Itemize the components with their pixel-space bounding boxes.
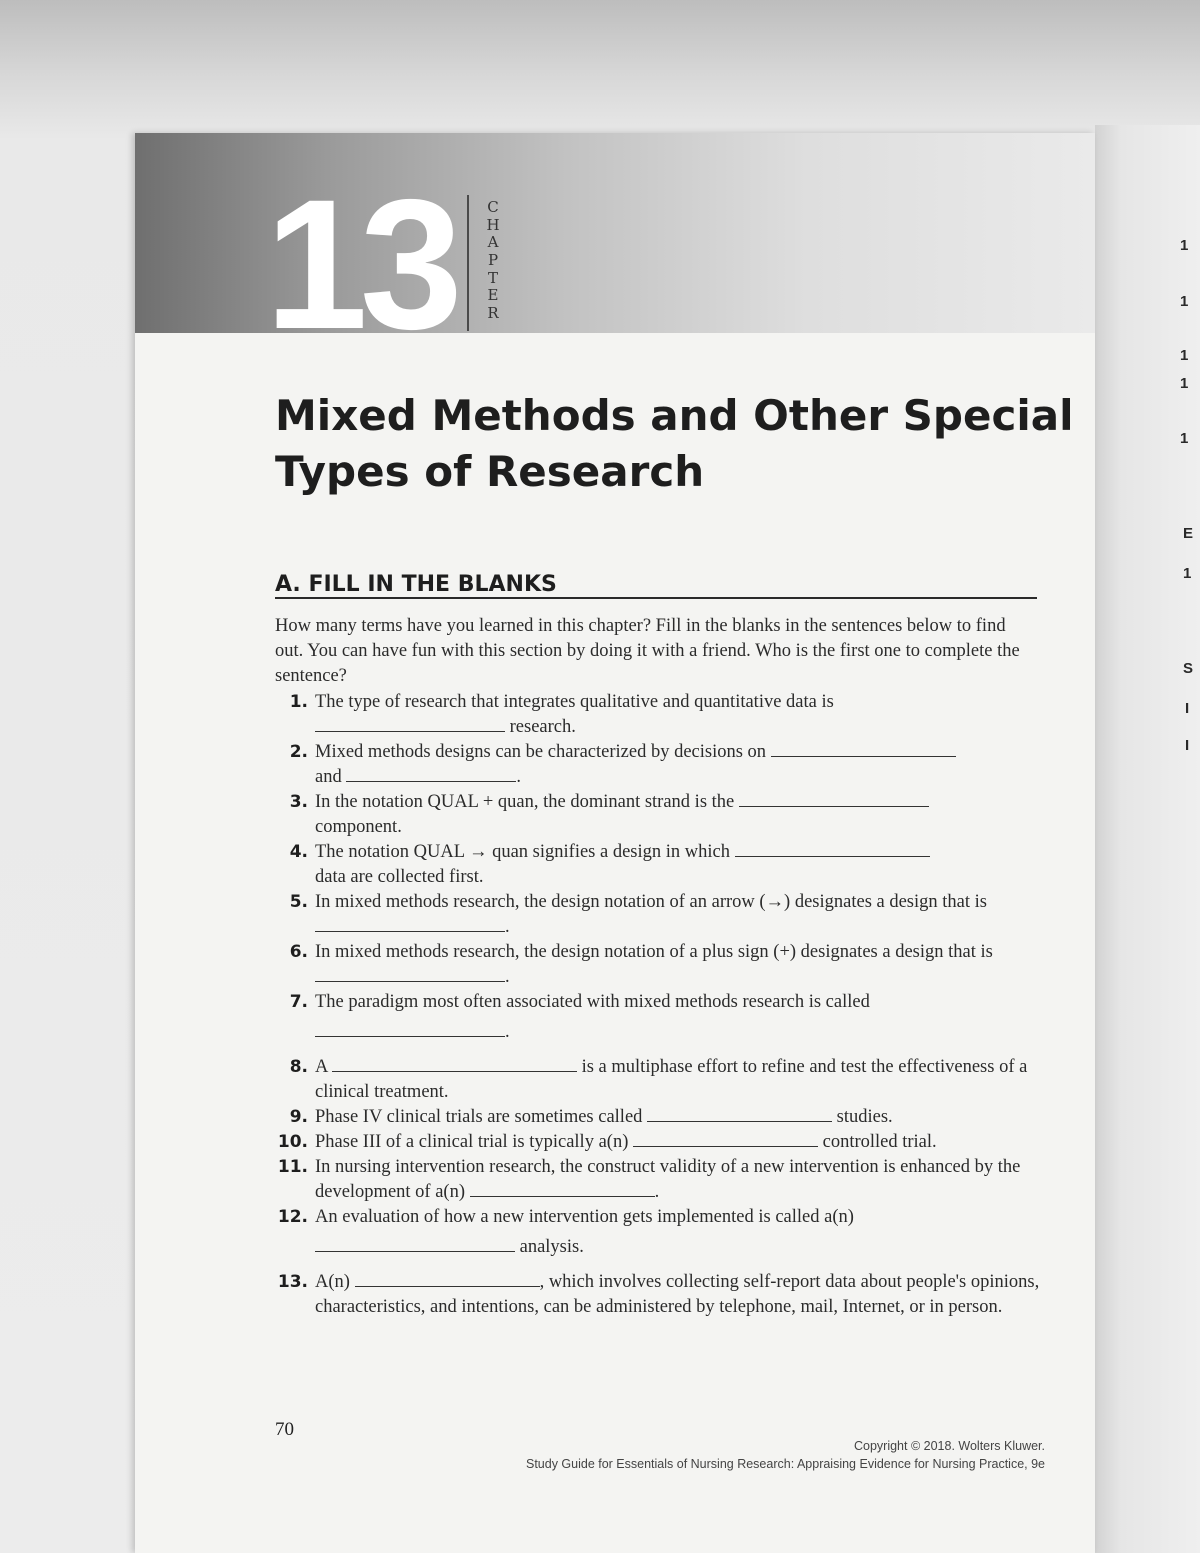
question-text: . (505, 1022, 510, 1042)
question-text: is a multiphase effort to refine and test the effectiveness of a clinical treatment. (315, 1057, 1028, 1102)
edge-mark: 1 (1180, 347, 1189, 364)
question-text: In nursing intervention research, the construct validity of a new intervention is enhanced by the development of a(n) (315, 1157, 1021, 1202)
question-item (275, 1055, 1040, 1105)
question-number: 4. (289, 842, 308, 862)
question-text: and (315, 767, 342, 787)
question-number: 8. (289, 1057, 308, 1077)
question-text: . (654, 1182, 660, 1202)
question-text: studies. (836, 1107, 893, 1127)
question-number: 13. (277, 1272, 308, 1292)
section-rule (275, 597, 1037, 599)
section-heading: A. FILL IN THE BLANKS (275, 572, 557, 597)
question-text: data are collected first. (315, 867, 484, 887)
chapter-title: Mixed Methods and Other Special Types of Research (275, 391, 1074, 496)
chapter-divider (467, 195, 469, 331)
question-item (275, 1105, 1040, 1130)
page-number: 70 (275, 1419, 294, 1440)
question-text: , which involves collecting self-report data about people's opinions, characteristics, and intentions, can be administered by telephone, mail, Internet, or in person. (315, 1272, 1040, 1317)
question-item (275, 740, 1040, 790)
question-text: The paradigm most often associated with mixed methods research is called (315, 992, 870, 1012)
question-number: 11. (277, 1157, 308, 1177)
question-number: 2. (289, 742, 308, 762)
answer-blank[interactable] (633, 1131, 818, 1147)
question-number: 5. (289, 892, 308, 912)
question-text: Phase III of a clinical trial is typically a(n) (315, 1132, 629, 1152)
question-list (275, 690, 1040, 1320)
answer-blank[interactable] (315, 916, 505, 932)
question-item (275, 890, 1040, 940)
question-text: . (505, 967, 510, 987)
edge-mark: S (1183, 660, 1194, 677)
question-text: An evaluation of how a new intervention gets implemented is called a(n) (315, 1207, 854, 1227)
answer-blank[interactable] (315, 716, 505, 732)
edge-mark: 1 (1180, 293, 1189, 310)
answer-blank[interactable] (735, 841, 930, 857)
answer-blank[interactable] (332, 1056, 577, 1072)
edge-mark: I (1185, 737, 1190, 754)
edge-mark: E (1183, 525, 1194, 542)
question-number: 6. (289, 942, 308, 962)
chapter-number: 13 (265, 162, 455, 368)
question-item (275, 1130, 1040, 1155)
question-text: The notation QUAL → quan signifies a design in which (315, 842, 730, 862)
answer-blank[interactable] (315, 1021, 505, 1037)
question-item (275, 1205, 1040, 1260)
question-item (275, 690, 1040, 740)
question-text: . (516, 767, 521, 787)
question-text: The type of research that integrates qualitative and quantitative data is (315, 692, 834, 712)
question-item (275, 1270, 1040, 1320)
question-number: 10. (277, 1132, 308, 1152)
edge-mark: 1 (1180, 375, 1189, 392)
question-text: controlled trial. (822, 1132, 937, 1152)
copyright-line: Copyright © 2018. Wolters Kluwer. (853, 1439, 1045, 1453)
edge-mark: 1 (1183, 565, 1192, 582)
question-item (275, 940, 1040, 990)
question-text: A(n) (315, 1272, 350, 1292)
copyright-notice (526, 1437, 1045, 1473)
question-text: . (505, 917, 510, 937)
answer-blank[interactable] (470, 1181, 655, 1197)
answer-blank[interactable] (739, 791, 929, 807)
answer-blank[interactable] (315, 966, 505, 982)
answer-blank[interactable] (647, 1106, 832, 1122)
question-text: component. (315, 817, 402, 837)
question-number: 7. (289, 992, 308, 1012)
question-text: A (315, 1057, 328, 1077)
question-item (275, 990, 1040, 1045)
edge-mark: 1 (1180, 430, 1189, 447)
chapter-label: CHAPTER (486, 198, 500, 323)
question-text: analysis. (519, 1237, 584, 1257)
question-number: 3. (289, 792, 308, 812)
question-item (275, 840, 1040, 890)
chapter-banner (135, 133, 1095, 368)
question-item (275, 1155, 1040, 1205)
edge-mark: 1 (1180, 237, 1189, 254)
adjacent-page-edge (1095, 125, 1200, 1553)
question-text: research. (509, 717, 576, 737)
question-text: In the notation QUAL + quan, the dominant strand is the (315, 792, 735, 812)
answer-blank[interactable] (355, 1271, 540, 1287)
answer-blank[interactable] (315, 1236, 515, 1252)
edge-mark: I (1185, 700, 1190, 717)
question-text: Phase IV clinical trials are sometimes called (315, 1107, 643, 1127)
book-title-line: Study Guide for Essentials of Nursing Research: Appraising Evidence for Nursing Practice, 9e (525, 1457, 1045, 1471)
section-intro: How many terms have you learned in this chapter? Fill in the blanks in the sentences below to find out. You can have fun with this section by doing it with a friend. Who is the first one to complete the sentence? (275, 616, 1020, 686)
question-number: 1. (289, 692, 308, 712)
question-item (275, 790, 1040, 840)
answer-blank[interactable] (346, 766, 516, 782)
question-number: 12. (277, 1207, 308, 1227)
book-page (135, 133, 1095, 1553)
question-text: In mixed methods research, the design notation of a plus sign (+) designates a design that is (315, 942, 993, 962)
question-text: In mixed methods research, the design notation of an arrow (→) designates a design that is (315, 892, 987, 912)
question-number: 9. (289, 1107, 308, 1127)
question-text: Mixed methods designs can be characterized by decisions on (315, 742, 767, 762)
answer-blank[interactable] (771, 741, 956, 757)
